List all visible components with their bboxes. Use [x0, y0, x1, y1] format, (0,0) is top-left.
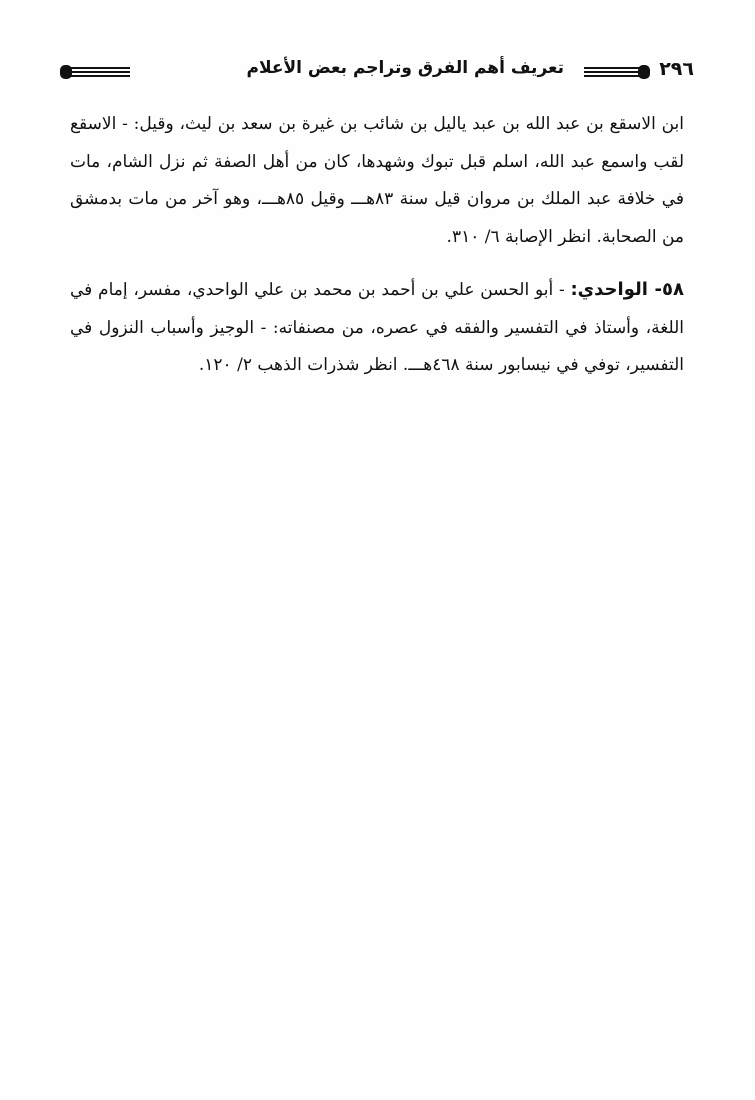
page-number: ٢٩٦	[659, 58, 694, 80]
rule-line	[584, 71, 640, 73]
paragraph-continuation: ابن الاسقع بن عبد الله بن عبد ياليل بن شائب بن غيرة بن سعد بن ليث، وقيل: - الاسقع لقب واسمع عبد الله، اسلم قبل تبوك وشهدها، كان من أهل الصفة ثم نزل الشام، مات في خلافة عبد الملك بن مروان قيل سنة ٨٣هـــ وقيل ٨٥هـــ، وهو آخر من مات بدمشق من الصحابة. انظر الإصابة ٦/ ٣١٠.	[70, 114, 685, 247]
entry-heading: ٥٨- الواحدي:	[570, 279, 684, 300]
biography-entry	[70, 271, 684, 385]
rule-line	[70, 67, 130, 69]
header-rule-ornament-left	[60, 65, 140, 79]
page-body	[70, 106, 684, 385]
rule-line	[584, 75, 640, 77]
rule-line	[70, 71, 130, 73]
rule-line	[584, 67, 640, 69]
rule-line	[70, 75, 130, 77]
page-header	[60, 56, 694, 90]
running-title: تعريف أهم الفرق وتراجم بعض الأعلام	[246, 58, 564, 78]
header-rule-ornament-right	[574, 65, 650, 79]
entry-text: - أبو الحسن علي بن أحمد بن محمد بن علي الواحدي، مفسر، إمام في اللغة، وأستاذ في التفسير والفقه في عصره، من مصنفاته: - الوجيز وأسباب النزول في التفسير، توفي في نيسابور سنة ٤٦٨هـــ. انظر شذرات الذهب ٢/ ١٢٠.	[70, 280, 684, 375]
rule-knob-icon	[60, 65, 72, 79]
